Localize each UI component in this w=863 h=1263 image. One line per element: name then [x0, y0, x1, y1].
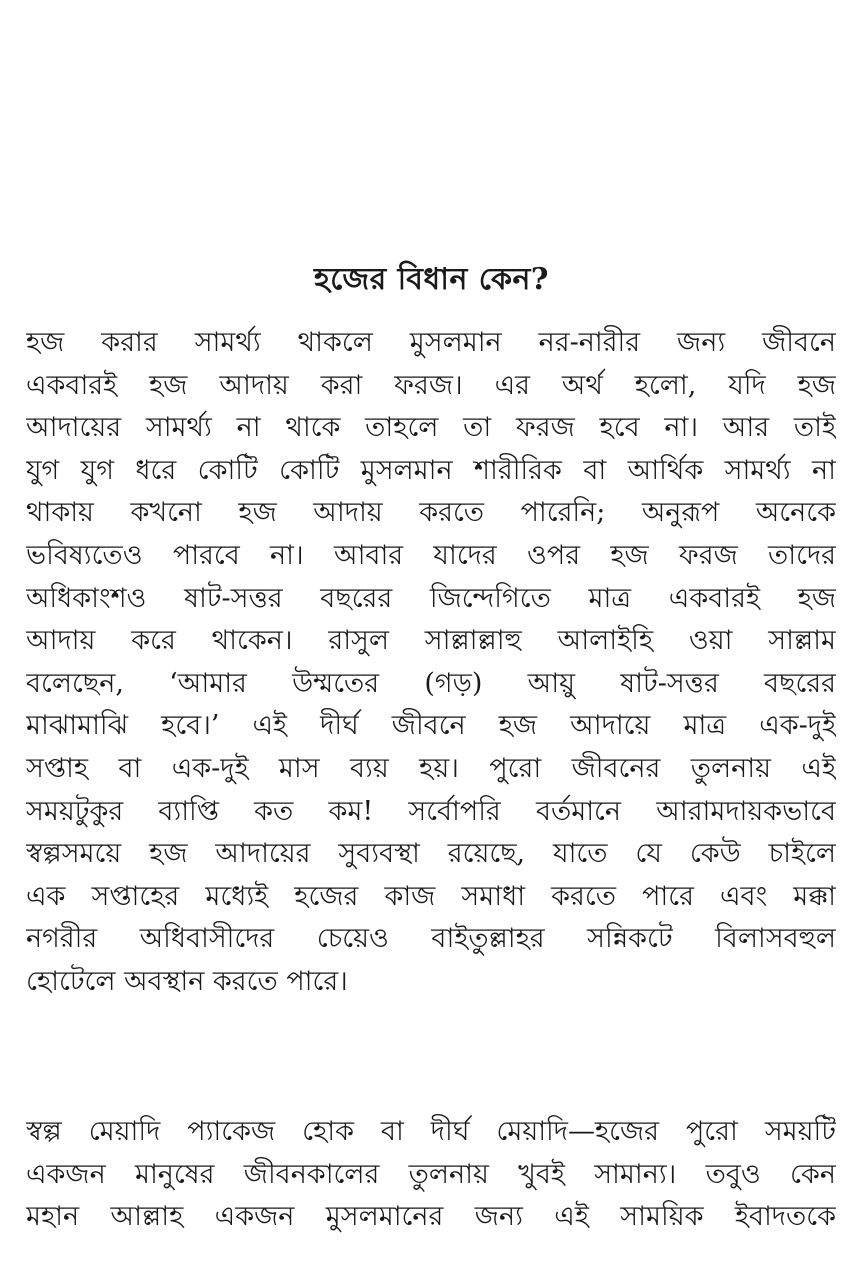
text-line: মাঝামাঝি হবে।’ এই দীর্ঘ জীবনে হজ আদায়ে মাত্র এক-দুই: [26, 710, 836, 742]
text-line: সময়টুকুর ব্যাপ্তি কত কম! সর্বোপরি বর্তমানে আরামদায়কভাবে: [26, 795, 836, 827]
text-line: থাকায় কখনো হজ আদায় করতে পারেনি; অনুরূপ অনেকে: [26, 497, 836, 529]
text-line: মহান আল্লাহ একজন মুসলমানের জন্য এই সাময়িক ইবাদতকে: [26, 1201, 836, 1233]
text-line: হজ করার সামর্থ্য থাকলে মুসলমান নর-নারীর জন্য জীবনে: [26, 327, 836, 358]
text-line: সপ্তাহ বা এক-দুই মাস ব্যয় হয়। পুরো জীবনের তুলনায় এই: [26, 752, 836, 784]
text-line: আদায়ের সামর্থ্য না থাকে তাহলে তা ফরজ হবে না। আর তাই: [26, 412, 836, 444]
page-title: হজের বিধান কেন?: [314, 262, 549, 297]
paragraph-2: [26, 1111, 836, 1239]
text-line: একবারই হজ আদায় করা ফরজ। এর অর্থ হলো, যদি হজ: [26, 369, 836, 401]
text-line: আদায় করে থাকেন। রাসুল সাল্লাল্লাহু আলাইহি ওয়া সাল্লাম: [26, 625, 836, 657]
text-line: বলেছেন, ‘আমার উম্মতের (গড়) আয়ু ষাট-সত্তর বছরের: [26, 667, 836, 699]
text-line: স্বল্পসময়ে হজ আদায়ের সুব্যবস্থা রয়েছে, যাতে যে কেউ চাইলে: [26, 838, 836, 870]
text-line: একজন মানুষের জীবনকালের তুলনায় খুবই সামান্য। তবুও কেন: [26, 1158, 836, 1190]
text-line: স্বল্প মেয়াদি প্যাকেজ হোক বা দীর্ঘ মেয়াদি—হজের পুরো সময়টি: [26, 1116, 836, 1147]
paragraph-1: [26, 322, 836, 1004]
text-line: হোটেলে অবস্থান করতে পারে।: [26, 965, 348, 997]
text-line: নগরীর অধিবাসীদের চেয়েও বাইতুল্লাহর সন্নিকটে বিলাসবহুল: [26, 923, 836, 955]
text-line: ভবিষ্যতেও পারবে না। আবার যাদের ওপর হজ ফরজ তাদের: [26, 539, 836, 571]
text-line: এক সপ্তাহের মধ্যেই হজের কাজ সমাধা করতে পারে এবং মক্কা: [26, 880, 836, 912]
text-line: যুগ যুগ ধরে কোটি কোটি মুসলমান শারীরিক বা আর্থিক সামর্থ্য না: [26, 454, 836, 486]
text-line: অধিকাংশও ষাট-সত্তর বছরের জিন্দেগিতে মাত্র একবারই হজ: [26, 582, 836, 614]
